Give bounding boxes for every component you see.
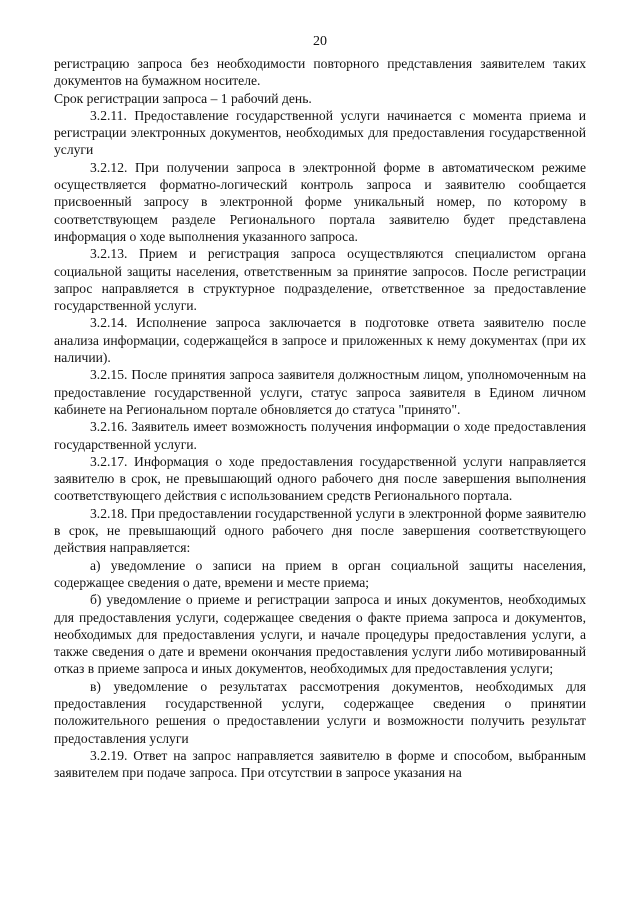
paragraph: 3.2.11. Предоставление государственной услуги начинается с момента приема и регистрации электронных документов, необходимых для предоставления государственной услуги [54, 107, 586, 158]
document-body [54, 55, 586, 781]
paragraph: 3.2.14. Исполнение запроса заключается в подготовке ответа заявителю после анализа информации, содержащейся в запросе и приложенных к нему документах (при их наличии). [54, 315, 586, 366]
paragraph: 3.2.13. Прием и регистрация запроса осуществляются специалистом органа социальной защиты населения, ответственным за принятие запросов. После регистрации запрос направляется в структурное подразделение, ответственное за предоставление государственной услуги. [54, 246, 586, 314]
paragraph: 3.2.16. Заявитель имеет возможность получения информации о ходе предоставления государственной услуги. [54, 419, 586, 452]
paragraph: 3.2.15. После принятия запроса заявителя должностным лицом, уполномоченным на предоставление государственной услуги, статус запроса заявителя в Едином личном кабинете на Региональном портале обновляется до статуса "принято". [54, 367, 586, 417]
paragraph: Срок регистрации запроса – 1 рабочий день. [54, 90, 312, 106]
paragraph: в) уведомление о результатах рассмотрения документов, необходимых для предоставления государственной услуги, содержащее сведения о принятии положительного решения о предоставлении услуги и возможности получить результат предоставления услуги [54, 678, 586, 746]
page-number: 20 [313, 34, 327, 49]
paragraph: 3.2.18. При предоставлении государственной услуги в электронной форме заявителю в срок, не превышающий одного рабочего дня после завершения соответствующего действия направляется: [54, 505, 586, 556]
paragraph: регистрацию запроса без необходимости повторного представления заявителем таких документов на бумажном носителе. [54, 56, 586, 89]
paragraph: 3.2.19. Ответ на запрос направляется заявителю в форме и способом, выбранным заявителем при подаче запроса. При отсутствии в запросе указания на [54, 747, 586, 781]
paragraph: 3.2.17. Информация о ходе предоставления государственной услуги направляется заявителю в срок, не превышающий одного рабочего дня после завершения выполнения соответствующего действия с использованием средств Регионального портала. [54, 453, 586, 504]
paragraph: 3.2.12. При получении запроса в электронной форме в автоматическом режиме осуществляется форматно-логический контроль запроса и заявителю сообщается присвоенный запросу в электронной форме уникальный номер, по которому в соответствующем разделе Регионального портала заявителю будет представлена информация о ходе выполнения указанного запроса. [54, 159, 586, 244]
paragraph: б) уведомление о приеме и регистрации запроса и иных документов, необходимых для предоставления услуги, содержащее сведения о факте приема запроса и документов, необходимых для предоставления услуги, и начале процедуры предоставления услуги, а также сведения о дате и времени окончания предоставления услуги либо мотивированный отказ в приеме запроса и иных документов, необходимых для предоставления услуги; [54, 592, 586, 677]
paragraph: а) уведомление о записи на прием в орган социальной защиты населения, содержащее сведения о дате, времени и месте приема; [54, 557, 586, 590]
